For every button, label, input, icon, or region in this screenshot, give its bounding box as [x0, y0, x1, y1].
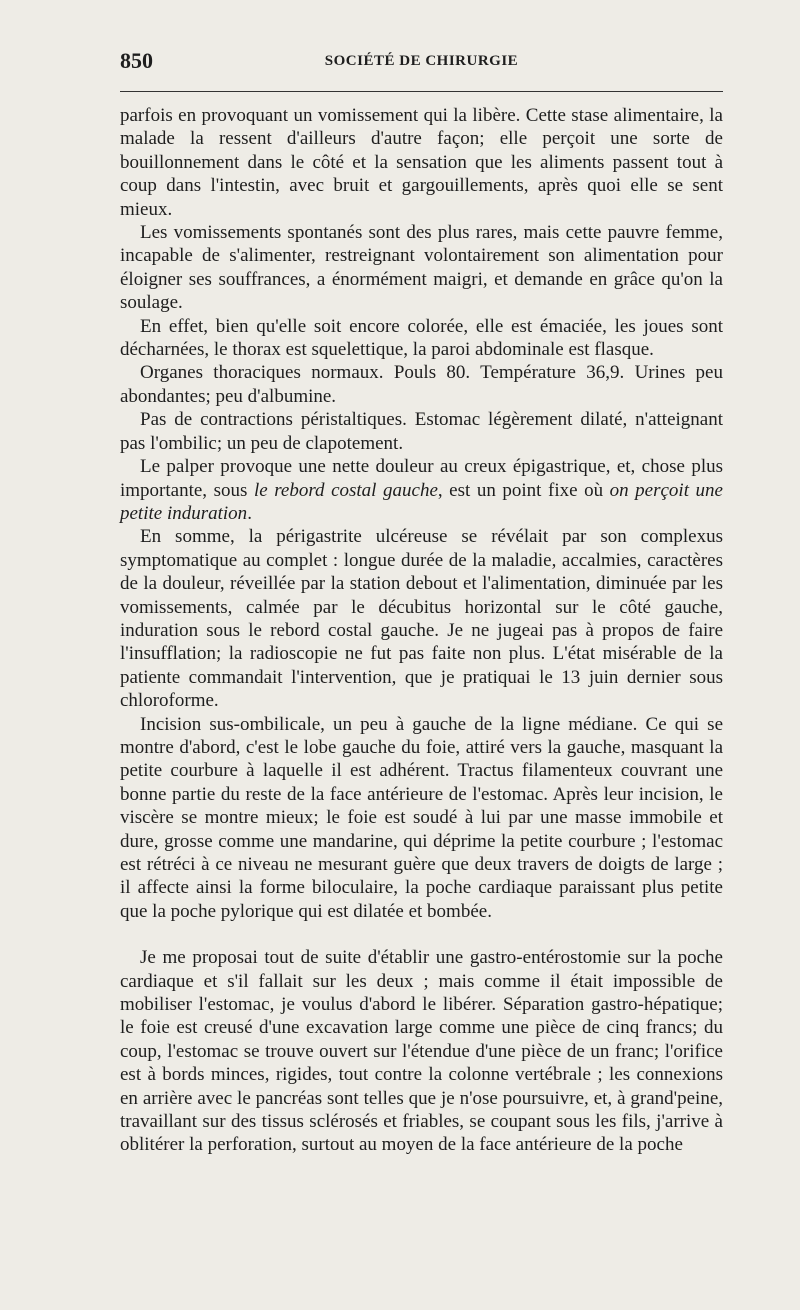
- paragraph: En effet, bien qu'elle soit encore colorée, elle est émaciée, les joues sont décharnées, le thorax est squelettique, la paroi abdominale est flasque.: [120, 315, 723, 361]
- page-header: [120, 48, 723, 78]
- running-title: SOCIÉTÉ DE CHIRURGIE: [324, 53, 519, 69]
- text-run: Le palper provoque une nette douleur au creux épigastrique, et, chose plus importante, sous: [120, 456, 723, 501]
- italic-run: on perçoit une petite induration: [120, 479, 723, 524]
- body-text: [120, 104, 723, 1157]
- paragraph: [120, 455, 723, 525]
- paragraph: En somme, la périgastrite ulcéreuse se révélait par son complexus symptomatique au complet : longue durée de la maladie, accalmies, caractères de la douleur, réveillée par la station debout et l'alimentation, diminuée par les vomissements, calmée par le décubitus horizontal sur le côté gauche, induration sous le rebord costal gauche. Je ne jugeai pas à propos de faire l'insufflation; la radioscopie ne fut pas faite non plus. L'état misérable de la patiente commandait l'intervention, que je pratiquai le 13 juin dernier sous chloroforme.: [120, 526, 723, 712]
- italic-run: le rebord costal gauche: [253, 479, 438, 501]
- text-run: .: [247, 502, 252, 524]
- header-rule: [120, 91, 723, 92]
- paragraph: parfois en provoquant un vomissement qui la libère. Cette stase alimentaire, la malade la ressent d'ailleurs d'autre façon; elle perçoit une sorte de bouillonnement dans le côté et la sensation que les aliments passent tout à coup dans l'intestin, avec bruit et gargouillements, après quoi elle se sent mieux.: [120, 105, 723, 220]
- paragraph: Incision sus-ombilicale, un peu à gauche de la ligne médiane. Ce qui se montre d'abord, c'est le lobe gauche du foie, attiré vers la gauche, masquant la petite courbure à laquelle il est adhérent. Tractus filamenteux couvrant une bonne partie du reste de la face antérieure de l'estomac. Après leur incision, le viscère se montre mieux; le foie est soudé à lui par une masse immobile et dure, grosse comme une mandarine, qui déprime la petite courbure ; l'estomac est rétréci à ce niveau ne mesurant guère que deux travers de doigts de large ; il affecte ainsi la forme biloculaire, la poche cardiaque paraissant plus petite que la poche pylorique qui est dilatée et bombée.: [120, 713, 723, 922]
- paragraph: Pas de contractions péristaltiques. Estomac légèrement dilaté, n'atteignant pas l'ombilic; un peu de clapotement.: [120, 409, 723, 454]
- paragraph: Je me proposai tout de suite d'établir une gastro-entérostomie sur la poche cardiaque et s'il fallait sur les deux ; mais comme il était impossible de mobiliser l'estomac, je voulus d'abord le libérer. Séparation gastro-hépatique; le foie est creusé d'une excavation large comme une pièce de cinq francs; du coup, l'estomac se trouve ouvert sur l'étendue d'une pièce de un franc; l'orifice est à bords minces, rigides, tout contre la colonne vertébrale ; les connexions en arrière avec le pancréas sont telles que je n'ose poursuivre, et, à grand'peine, travaillant sur des tissus sclérosés et friables, se coupant sous les fils, j'arrive à oblitérer la perforation, surtout au moyen de la face antérieure de la poche: [120, 947, 723, 1156]
- page-number: 850: [120, 48, 153, 73]
- paragraph: Organes thoraciques normaux. Pouls 80. Température 36,9. Urines peu abondantes; peu d'albumine.: [120, 362, 723, 407]
- paragraph: Les vomissements spontanés sont des plus rares, mais cette pauvre femme, incapable de s'alimenter, restreignant volontairement son alimentation pour éloigner ses souffrances, a énormément maigri, et demande en grâce qu'on la soulage.: [120, 222, 723, 314]
- text-run: , est un point fixe où: [437, 479, 610, 501]
